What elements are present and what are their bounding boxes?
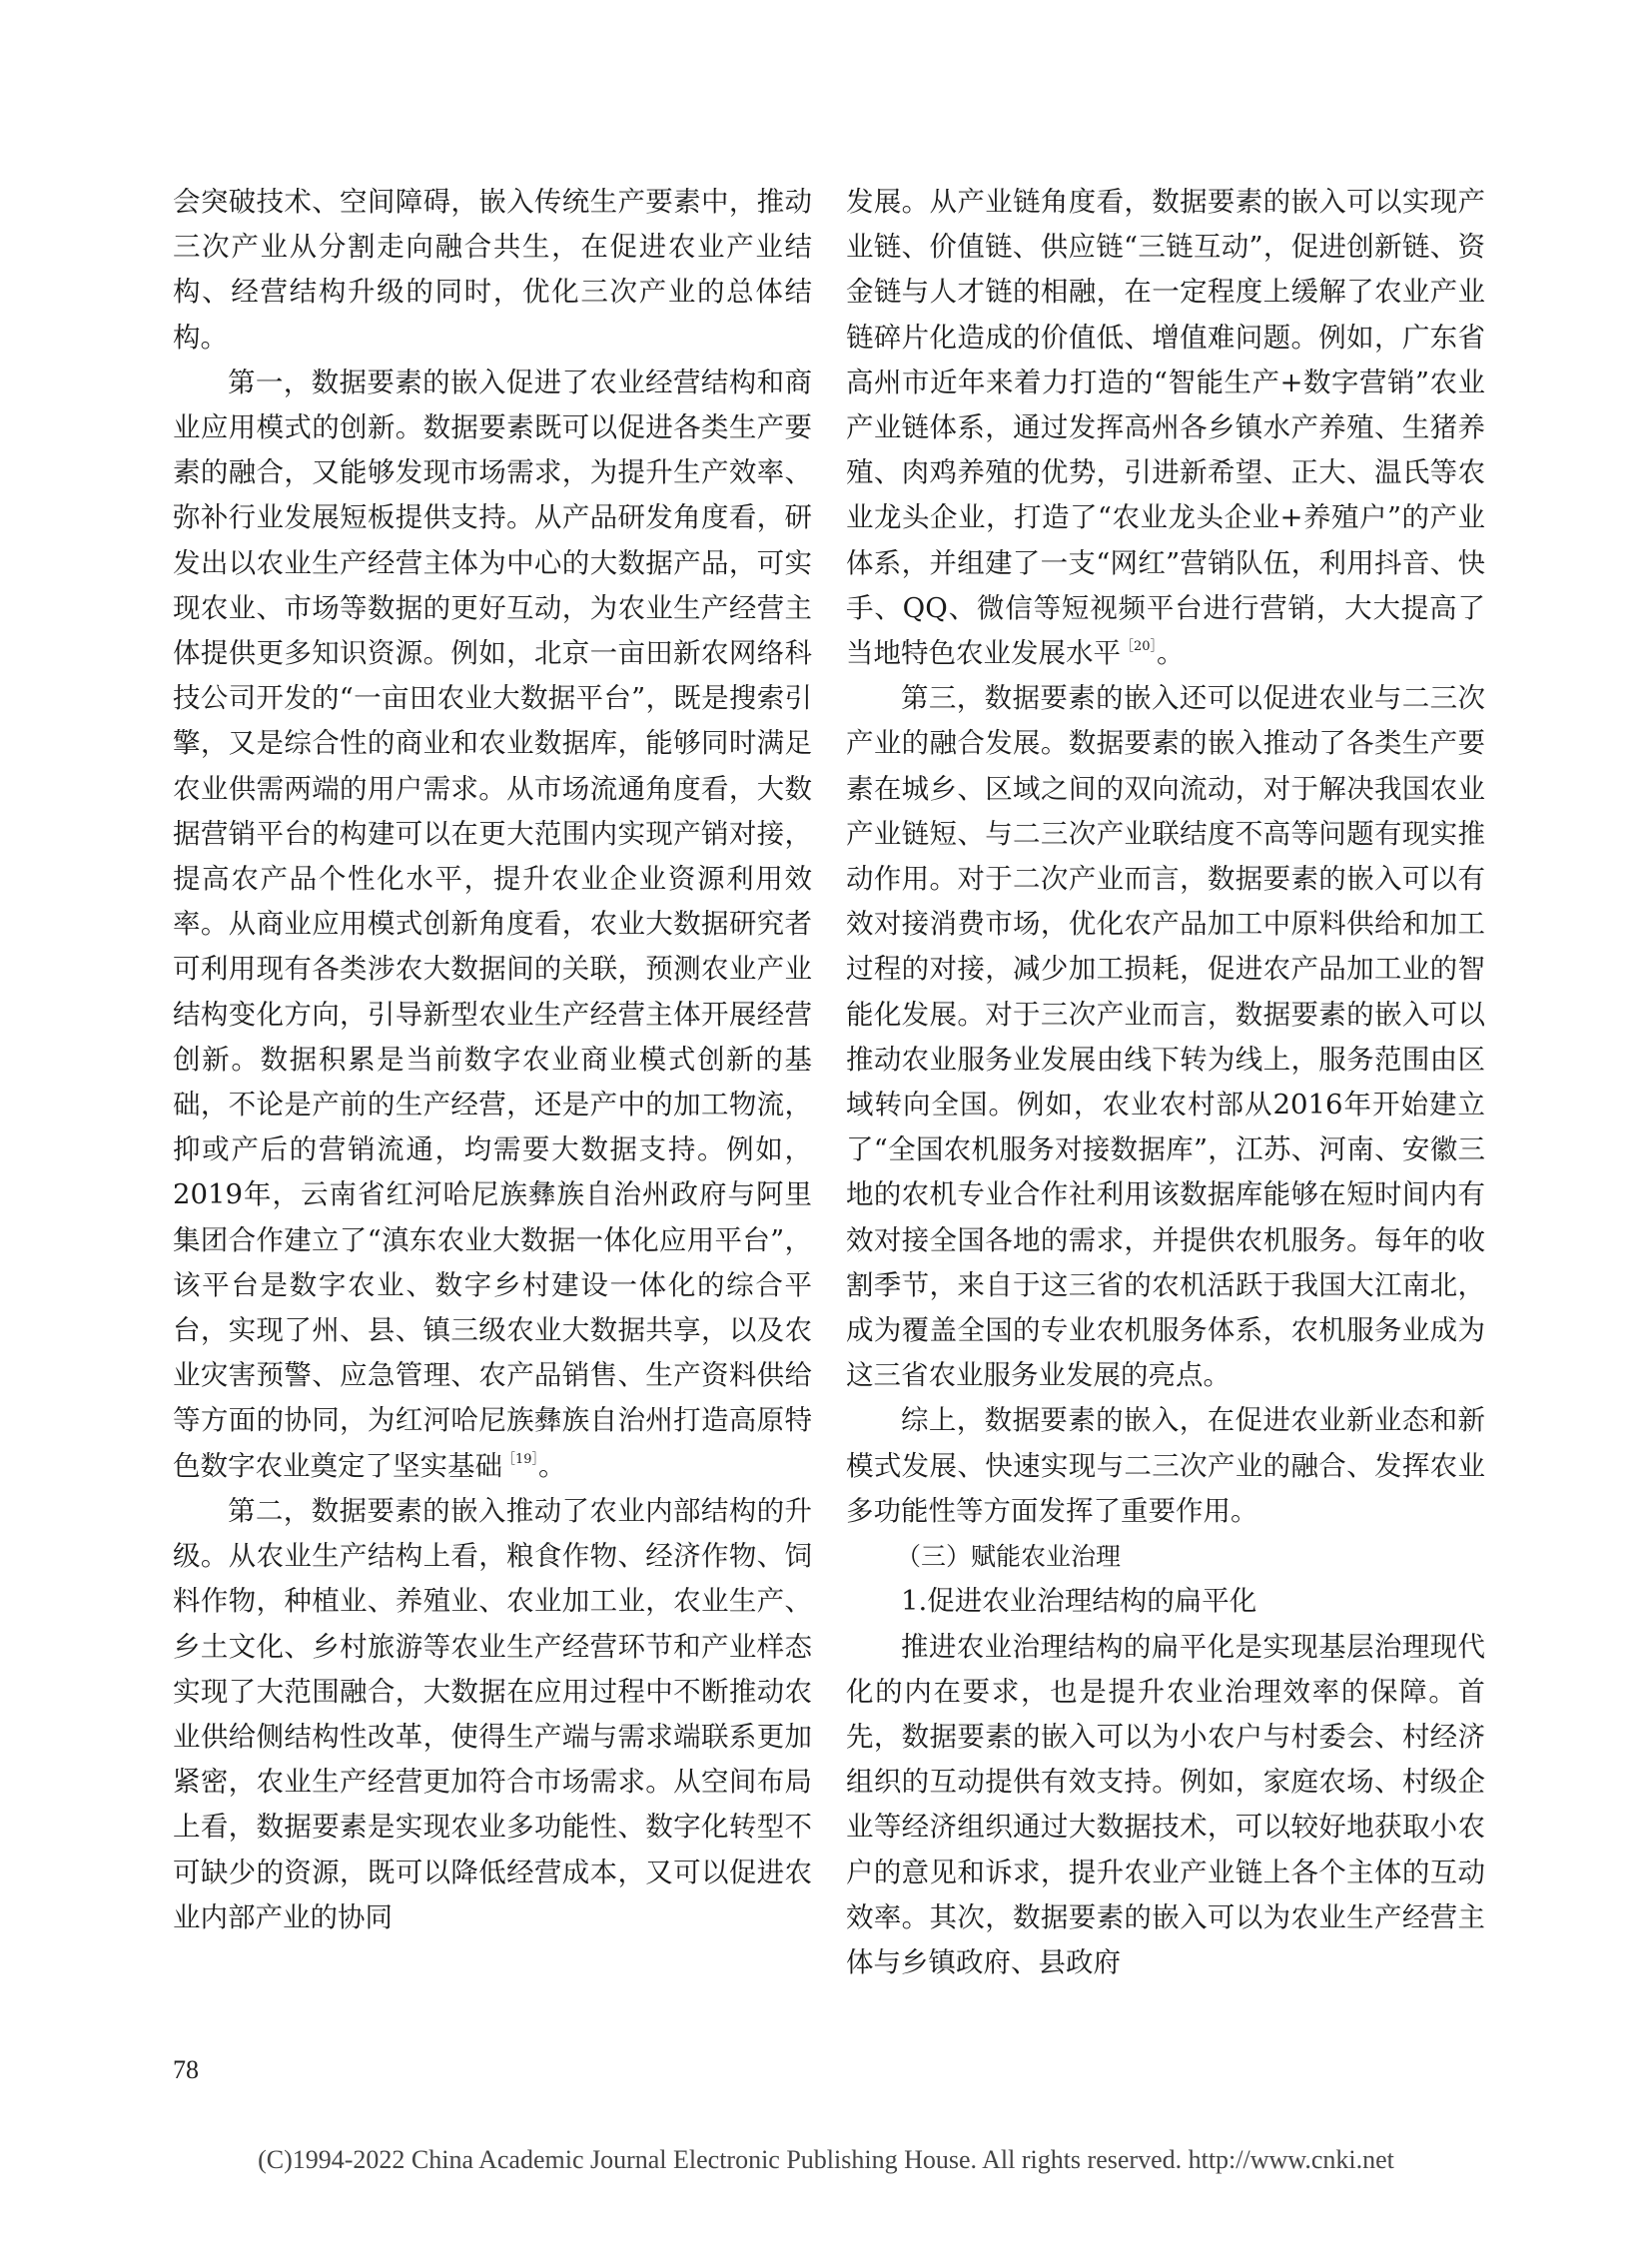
citation-ref[interactable]: ［19］ xyxy=(502,1451,539,1467)
paragraph-second-point: 第二，数据要素的嵌入推动了农业内部结构的升级。从农业生产结构上看，粮食作物、经济作物、饲料作物，种植业、养殖业、农业加工业，农业生产、乡土文化、乡村旅游等农业生产经营环节和产业样态实现了大范围融合，大数据在应用过程中不断推动农业供给侧结构性改革，使得生产端与需求端联系更加紧密，农业生产经营更加符合市场需求。从空间布局上看，数据要素是实现农业多功能性、数字化转型不可缺少的资源，既可以降低经营成本，又可以促进农业内部产业的协同 xyxy=(173,1494,812,1933)
right-column xyxy=(846,180,1485,1985)
paragraph-governance: 推进农业治理结构的扁平化是实现基层治理现代化的内在要求，也是提升农业治理效率的保障。首先，数据要素的嵌入可以为小农户与村委会、村经济组织的互动提供有效支持。例如，家庭农场、村级企业等经济组织通过大数据技术，可以较好地获取小农户的意见和诉求，提升农业产业链上各个主体的互动效率。其次，数据要素的嵌入可以为农业生产经营主体与乡镇政府、县政府 xyxy=(846,1630,1485,1978)
left-column xyxy=(173,180,812,1940)
section-heading: （三）赋能农业治理 xyxy=(896,1542,1122,1572)
paragraph-summary: 综上，数据要素的嵌入，在促进农业新业态和新模式发展、快速实现与二三次产业的融合、发挥农业多功能性等方面发挥了重要作用。 xyxy=(846,1404,1485,1527)
copyright-footer: (C)1994-2022 China Academic Journal Electronic Publishing House. All rights reserved. http://www.cnki.net xyxy=(258,2145,1394,2174)
paragraph-continuation: 会突破技术、空间障碍，嵌入传统生产要素中，推动三次产业从分割走向融合共生，在促进农业产业结构、经营结构升级的同时，优化三次产业的总体结构。 xyxy=(173,186,812,354)
paragraph-tail: 。 xyxy=(1157,637,1185,670)
subsection-heading: 1.促进农业治理结构的扁平化 xyxy=(901,1585,1257,1618)
paragraph-first-point xyxy=(173,361,812,1489)
paragraph-third-point: 第三，数据要素的嵌入还可以促进农业与二三次产业的融合发展。数据要素的嵌入推动了各类生产要素在城乡、区域之间的双向流动，对于解决我国农业产业链短、与二三次产业联结度不高等问题有现实推动作用。对于二次产业而言，数据要素的嵌入可以有效对接消费市场，优化农产品加工中原料供给和加工过程的对接，减少加工损耗，促进农产品加工业的智能化发展。对于三次产业而言，数据要素的嵌入可以推动农业服务业发展由线下转为线上，服务范围由区域转向全国。例如，农业农村部从2016年开始建立了“全国农机服务对接数据库”，江苏、河南、安徽三地的农机专业合作社利用该数据库能够在短时间内有效对接全国各地的需求，并提供农机服务。每年的收割季节，来自于这三省的农机活跃于我国大江南北，成为覆盖全国的专业农机服务体系，农机服务业成为这三省农业服务业发展的亮点。 xyxy=(846,682,1485,1392)
paragraph-text: 发展。从产业链角度看，数据要素的嵌入可以实现产业链、价值链、供应链“三链互动”，促进创新链、资金链与人才链的相融，在一定程度上缓解了农业产业链碎片化造成的价值低、增值难问题。例如，广东省高州市近年来着力打造的“智能生产+数字营销”农业产业链体系，通过发挥高州各乡镇水产养殖、生猪养殖、肉鸡养殖的优势，引进新希望、正大、温氏等农业龙头企业，打造了“农业龙头企业+养殖户”的产业体系，并组建了一支“网红”营销队伍，利用抖音、快手、QQ、微信等短视频平台进行营销，大大提高了当地特色农业发展水平 xyxy=(846,186,1485,670)
citation-ref[interactable]: ［20］ xyxy=(1121,639,1158,655)
paragraph-text: 第一，数据要素的嵌入促进了农业经营结构和商业应用模式的创新。数据要素既可以促进各类生产要素的融合，又能够发现市场需求，为提升生产效率、弥补行业发展短板提供支持。从产品研发角度看，研发出以农业生产经营主体为中心的大数据产品，可实现农业、市场等数据的更好互动，为农业生产经营主体提供更多知识资源。例如，北京一亩田新农网络科技公司开发的“一亩田农业大数据平台”，既是搜索引擎，又是综合性的商业和农业数据库，能够同时满足农业供需两端的用户需求。从市场流通角度看，大数据营销平台的构建可以在更大范围内实现产销对接，提高农产品个性化水平，提升农业企业资源利用效率。从商业应用模式创新角度看，农业大数据研究者可利用现有各类涉农大数据间的关联，预测农业产业结构变化方向，引导新型农业生产经营主体开展经营创新。数据积累是当前数字农业商业模式创新的基础，不论是产前的生产经营，还是产中的加工物流，抑或产后的营销流通，均需要大数据支持。例如，2019年，云南省红河哈尼族彝族自治州政府与阿里集团合作建立了“滇东农业大数据一体化应用平台”，该平台是数字农业、数字乡村建设一体化的综合平台，实现了州、县、镇三级农业大数据共享，以及农业灾害预警、应急管理、农产品销售、生产资料供给等方面的协同，为红河哈尼族彝族自治州打造高原特色数字农业奠定了坚实基础 xyxy=(173,366,812,1482)
paragraph-continuation xyxy=(846,180,1485,676)
paragraph-tail: 。 xyxy=(538,1449,566,1482)
page-number: 78 xyxy=(173,2055,199,2084)
